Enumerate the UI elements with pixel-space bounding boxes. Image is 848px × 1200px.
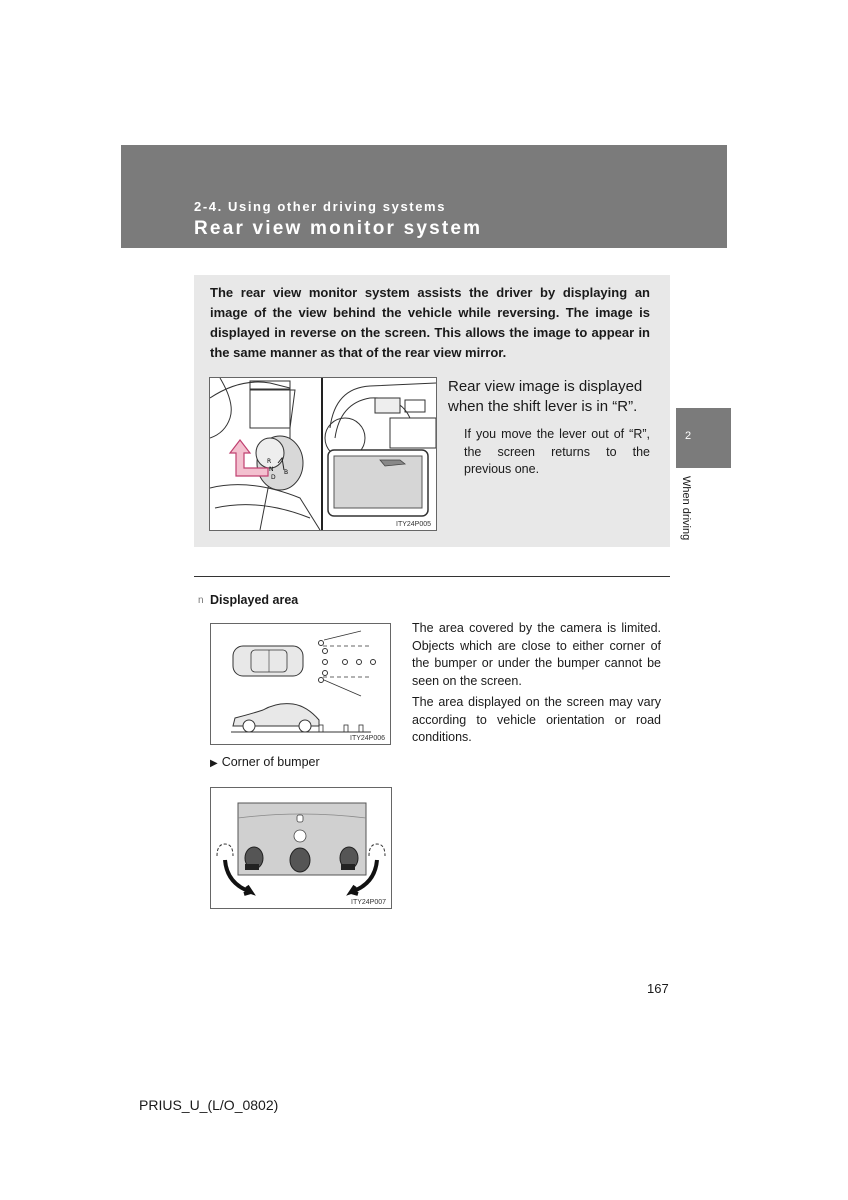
displayed-area-illustration xyxy=(211,624,390,744)
page-number: 167 xyxy=(647,981,669,996)
caption-note: If you move the lever out of “R”, the screen returns to the previous one. xyxy=(464,427,650,476)
chapter-label: When driving xyxy=(680,476,692,541)
subheading-displayed-area: Displayed area xyxy=(210,593,299,607)
caption-main: Rear view image is displayed when the shift lever is in “R”. xyxy=(448,378,643,415)
figure-code-1: ITY24P005 xyxy=(396,521,432,528)
shift-lever-figure xyxy=(209,377,437,531)
intro-text: The rear view monitor system assists the driver by displaying an image of the view behind the vehicle while reversing. The image is displayed in reverse on the screen. This allows the image to appear in the same manner as that of the rear view mirror. xyxy=(210,285,650,360)
shift-letter-d: D xyxy=(271,474,276,481)
shift-letter-r: R xyxy=(267,458,272,465)
corner-of-bumper-figure xyxy=(210,787,392,909)
shift-lever-illustration xyxy=(210,378,436,530)
page-title: Rear view monitor system xyxy=(194,218,483,239)
document-code: PRIUS_U_(L/O_0802) xyxy=(139,1097,279,1113)
displayed-area-figure xyxy=(210,623,391,745)
chapter-number: 2 xyxy=(685,430,692,442)
corner-of-bumper-label xyxy=(210,755,320,769)
section-label: 2-4. Using other driving systems xyxy=(194,199,447,214)
paragraph-orientation: The area displayed on the screen may vary according to vehicle orientation or road conditions. xyxy=(412,695,661,744)
figure-code-2: ITY24P006 xyxy=(350,735,386,742)
triangle-bullet-icon: ▶ xyxy=(210,758,218,769)
shift-letter-n: N xyxy=(269,466,274,473)
chapter-label-wrap xyxy=(680,476,694,556)
corner-of-bumper-text: Corner of bumper xyxy=(221,755,320,769)
paragraph-limited-area: The area covered by the camera is limited. Objects which are close to either corner of the bumper or under the bumper cannot be seen on the screen. xyxy=(412,621,661,688)
figure-code-3: ITY24P007 xyxy=(351,899,387,906)
corner-of-bumper-illustration xyxy=(211,788,391,908)
subheading-bullet: n xyxy=(198,595,204,606)
section-divider xyxy=(194,576,670,577)
shift-letter-b: B xyxy=(284,469,289,476)
